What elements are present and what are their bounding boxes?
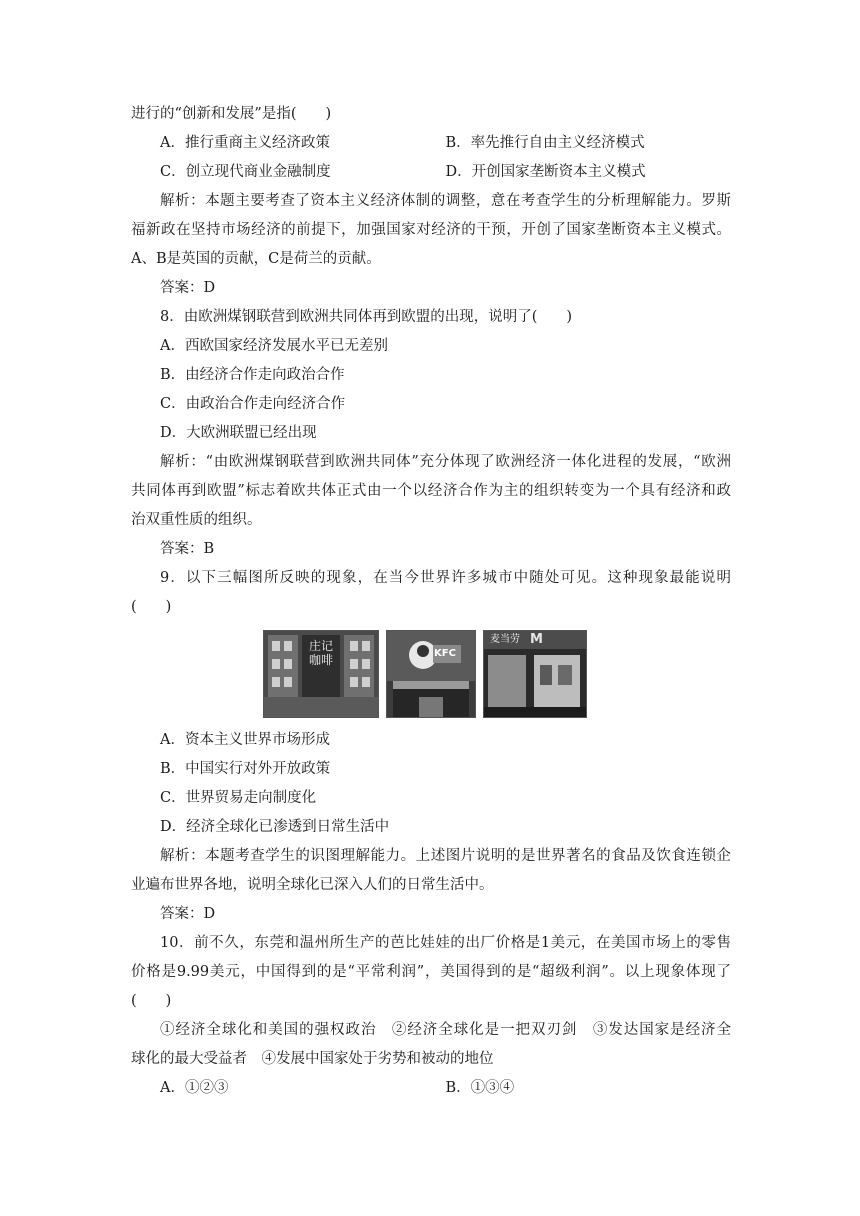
q7-options-row-1 <box>131 129 731 158</box>
q8-option-d: D．大欧洲联盟已经出现 <box>160 425 317 441</box>
q10-option-a: A．①②③ <box>160 1080 229 1096</box>
q10-stem-line-3: ( ) <box>131 993 172 1009</box>
document-page <box>131 100 731 1103</box>
q7-option-c: C．创立现代商业金融制度 <box>160 164 331 180</box>
q8-analysis-line-1: 解析：“由欧洲煤钢联营到欧洲共同体”充分体现了欧洲经济一体化进程的发展，“欧洲 <box>160 454 731 470</box>
q8-option-c: C．由政治合作走向经济合作 <box>160 396 346 412</box>
q9-analysis-line-1: 解析：本题考查学生的识图理解能力。上述图片说明的是世界著名的食品及饮食连锁企 <box>160 848 731 864</box>
q8-answer: 答案：B <box>160 541 215 557</box>
q8-option-a: A．西欧国家经济发展水平已无差别 <box>160 338 388 354</box>
cafe-sign-text: 庄记咖啡 <box>308 639 333 667</box>
q8-option-b: B．由经济合作走向政治合作 <box>160 367 345 383</box>
q7-analysis-line-3: A、B是英国的贡献，C是荷兰的贡献。 <box>131 251 381 267</box>
q9-option-b: B．中国实行对外开放政策 <box>160 761 331 777</box>
mcdonalds-sign-text: 麦当劳 <box>490 634 520 645</box>
q7-option-a: A．推行重商主义经济政策 <box>160 135 330 151</box>
q10-stem-line-1: 10．前不久，东莞和温州所生产的芭比娃娃的出厂价格是1美元，在美国市场上的零售 <box>160 935 731 951</box>
q8-stem: 8．由欧洲煤钢联营到欧洲共同体再到欧盟的出现，说明了( ) <box>160 309 573 325</box>
kfc-sign-text: KFC <box>434 648 456 659</box>
q10-options-row <box>131 1074 731 1103</box>
q9-stem-line-2: ( ) <box>131 599 172 615</box>
q9-option-c: C．世界贸易走向制度化 <box>160 790 317 806</box>
q10-stem-line-2: 价格是9.99美元，中国得到的是“平常利润”，美国得到的是“超级利润”。以上现象体现了 <box>131 964 731 980</box>
kfc-storefront-photo <box>386 630 476 718</box>
q7-answer: 答案：D <box>160 280 216 296</box>
q9-analysis-line-2: 业遍布世界各地，说明全球化已深入人们的日常生活中。 <box>131 877 494 893</box>
q9-option-d: D．经济全球化已渗透到日常生活中 <box>160 819 390 835</box>
mcdonalds-storefront-photo <box>483 630 587 718</box>
q7-option-b: B．率先推行自由主义经济模式 <box>445 135 645 151</box>
q7-options-row-2 <box>131 158 731 187</box>
q9-answer: 答案：D <box>160 906 216 922</box>
q7-analysis-line-2: 福新政在坚持市场经济的前提下，加强国家对经济的干预，开创了国家垄断资本主义模式。 <box>131 222 731 238</box>
q7-analysis-line-1: 解析：本题主要考查了资本主义经济体制的调整，意在考查学生的分析理解能力。罗斯 <box>160 193 731 209</box>
q10-option-b: B．①③④ <box>445 1080 515 1096</box>
q7-option-d: D．开创国家垄断资本主义模式 <box>445 164 646 180</box>
q9-option-a: A．资本主义世界市场形成 <box>160 732 330 748</box>
q10-items-line-1: ①经济全球化和美国的强权政治 ②经济全球化是一把双刃剑 ③发达国家是经济全 <box>160 1022 731 1038</box>
mcdonalds-logo: M <box>530 632 543 647</box>
q10-items-line-2: 球化的最大受益者 ④发展中国家处于劣势和被动的地位 <box>131 1051 494 1067</box>
q8-analysis-line-3: 治双重性质的组织。 <box>131 512 262 528</box>
cafe-storefront-photo <box>263 630 379 718</box>
q7-stem-tail: 进行的“创新和发展”是指( ) <box>131 106 332 122</box>
q9-photos <box>263 630 731 718</box>
q9-stem-line-1: 9．以下三幅图所反映的现象，在当今世界许多城市中随处可见。这种现象最能说明 <box>160 570 731 586</box>
q8-analysis-line-2: 共同体再到欧盟”标志着欧共体正式由一个以经济合作为主的组织转变为一个具有经济和政 <box>131 483 731 499</box>
